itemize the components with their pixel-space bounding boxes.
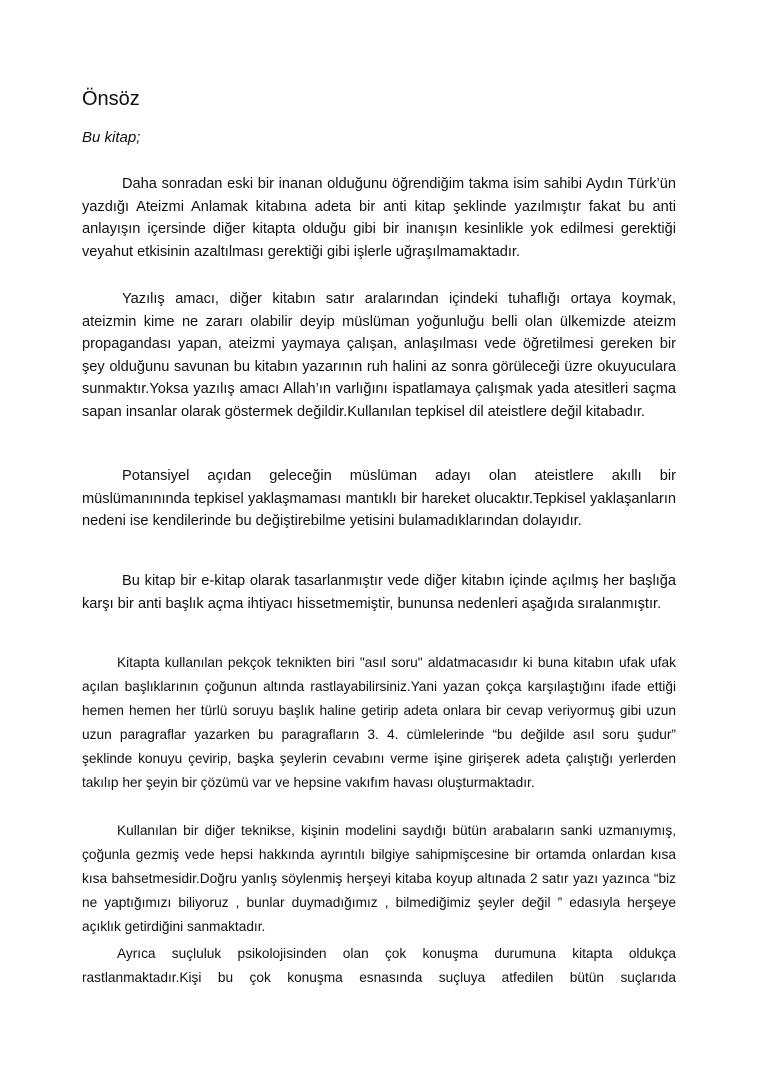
paragraph-1: Daha sonradan eski bir inanan olduğunu öğrendiğim takma isim sahibi Aydın Türk’ün yazdığı Ateizmi Anlamak kitabına adeta bir anti kitap şeklinde yazılmıştır fakat bu anti anlayışın içersinde diğer kitapta olduğu gibi bir inanışın kesinlikle yok edilmesi gerektiği veyahut etkisinin azaltılması gerektiği gibi işlerle uğraşılmamaktadır.: [82, 176, 676, 260]
paragraph-3: Potansiyel açıdan geleceğin müslüman adayı olan ateistlere akıllı bir müslümanınında tepkisel yaklaşmaması mantıklı bir hareket olucaktır.Tepkisel yaklaşanların nedeni ise kendilerinde bu değiştirebilme yetisini bulamadıklarından dolayıdır.: [82, 468, 676, 529]
paragraph-5: Kitapta kullanılan pekçok teknikten biri "asıl soru" aldatmacasıdır ki buna kitabın ufak ufak açılan başlıklarının çoğunun altında rastlayabilirsiniz.Yani yazan çokça karşılaştığını ifade ettiği hemen hemen her türlü soruyu başlık haline getirip adeta onlara bir cevap veriyormuş gibi uzun uzun paragraflar yazarken bu paragrafların 3. 4. cümlelerinde “bu değilde asıl soru şudur” şeklinde konuyu çevirip, başka şeylerin cevabını verme işine girişerek adeta çalıştığı yerlerden takılıp her şeyin bir çözümü var ve hepsine vakıfım havası oluşturmaktadır.: [82, 655, 676, 790]
page-title: Önsöz: [82, 88, 140, 110]
paragraph-4: Bu kitap bir e-kitap olarak tasarlanmıştır vede diğer kitabın içinde açılmış her başlığa karşı bir anti başlık açma ihtiyacı hissetmemiştir, bununsa nedenleri aşağıda sıralanmıştır.: [82, 573, 676, 612]
subtitle: Bu kitap;: [82, 129, 141, 146]
paragraph-7: Ayrıca suçluluk psikolojisinden olan çok konuşma durumuna kitapta oldukça rastlanmaktadır.Kişi bu çok konuşma esnasında suçluya atfedilen bütün suçlarıda: [82, 946, 676, 985]
paragraph-6: Kullanılan bir diğer teknikse, kişinin modelini saydığı bütün arabaların sanki uzmanıymış, çoğunla gezmiş vede hepsi hakkında ayrıntılı bilgiye sahipmişcesine bir ortamda onlardan kısa kısa bahsetmesidir.Doğru yanlış söylenmiş herşeyi kitaba koyup altınada 2 satır yazı yazınca “biz ne yaptığımızı biliyoruz , bunlar duymadığımız , bilmediğimiz şeyler değil ” edasıyla herşeye açıklık getirdiğini sanmaktadır.: [82, 823, 676, 934]
paragraph-2: Yazılış amacı, diğer kitabın satır aralarından içindeki tuhaflığı ortaya koymak, ateizmin kime ne zararı olabilir deyip müslüman yoğunluğu belli olan ülkemizde ateizm propagandası yapan, ateizmi yaymaya çalışan, anlaşılması vede öğretilmesi gereken bir şey olduğunu savunan bu kitabın yazarının ruh halini az sonra görüleceği üzre okuyuculara sunmaktır.Yoksa yazılış amacı Allah’ın varlığını ispatlamaya çalışmak yada atesitleri saçma sapan insanlar olarak göstermek değildir.Kullanılan tepkisel dil ateistlere değil kitabadır.: [82, 291, 676, 420]
